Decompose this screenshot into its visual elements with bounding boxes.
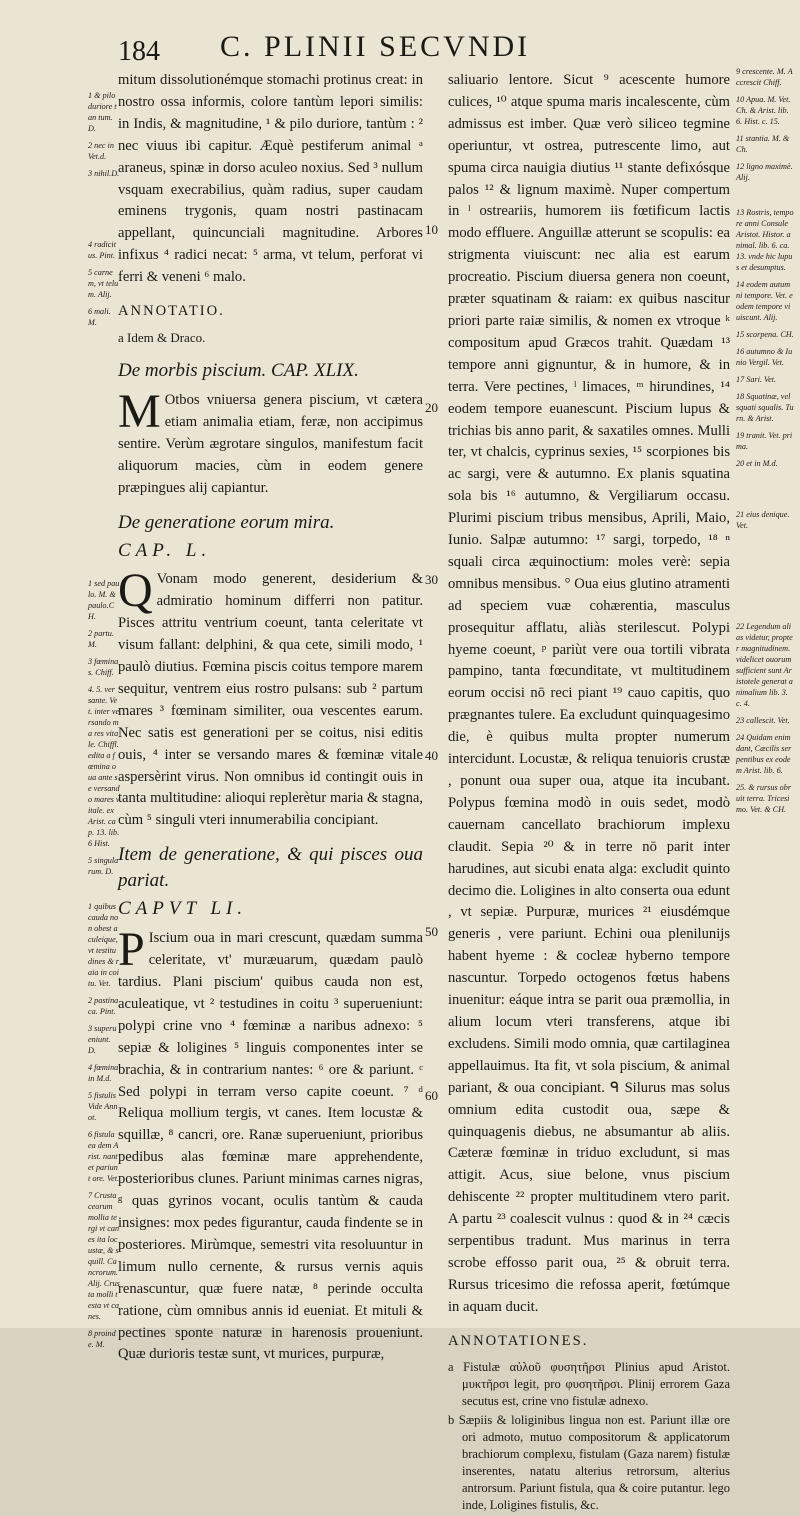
margin-note: 15 scorpena. CH. — [736, 330, 794, 339]
left-column — [118, 70, 423, 1366]
line-number: 10 — [425, 222, 438, 237]
line-number: 60 — [425, 1088, 438, 1103]
chapter-paragraph — [118, 923, 423, 1366]
margin-note: 6 mali. M. — [88, 307, 111, 327]
right-margin-notes — [736, 66, 794, 821]
margin-note: 3 fœminas. Chiff. — [88, 657, 119, 677]
annotation-entry: b Sæpiis & loliginibus lingua non est. Pariunt illæ ore ori admoto, mutuo compositorum & applicatorum brachiorum complexu, fistulam (Gaza narem) fistulæ inserentes, natatu alterius retrorsum, alterius antrorsum. Pariunt fistula, qua & coire putantur. lego inde, Loligines fistulis, &c. — [448, 1412, 730, 1512]
chapter-number: CAPVT LI. — [118, 898, 248, 920]
chapter-number: CAP. L. — [118, 539, 212, 561]
margin-note: 25. & rursus obruit terra. Tricesimo. Vet. & CH. — [736, 783, 792, 814]
annotation-entry: a Fistulæ αὐλοῦ φυσητῆρσι Plinius apud Aristot. μυκτῆρσι legit, pro φυσητῆρσι. Plinij errorem Gaza secutus est, crine vno fistulæ adnexo. — [448, 1359, 730, 1408]
margin-note: 23 callescit. Vet. — [736, 716, 790, 725]
margin-note: 2 pastinaca. Pint. — [88, 996, 119, 1016]
drop-cap: Q — [118, 564, 153, 618]
margin-note: 2 nec in Vet.d. — [88, 141, 114, 161]
margin-note: 12 ligno maximè. Alij. — [736, 162, 793, 182]
margin-note: 9 crescente. M. Accrescit Chiff. — [736, 67, 793, 87]
chapter-heading: De morbis piscium. CAP. XLIX. — [118, 359, 359, 381]
chapter-paragraph — [118, 384, 423, 500]
annotatio-entry: a Idem & Draco. — [118, 329, 206, 345]
margin-note: 16 autumno & Iunio Vergil. Vet. — [736, 347, 793, 367]
margin-note: 11 stantia. M. & Ch. — [736, 134, 790, 154]
right-column — [448, 70, 730, 1516]
drop-cap: P — [118, 923, 145, 977]
margin-note: 22 Legendum alias videtur, propter magnitudinem. videlicet ouorum sufficient sunt Aristotele generat animalium lib. 3. c. 4. — [736, 622, 793, 708]
margin-note: 18 Squatinæ, vel squati squalis. Turn. & Arist. — [736, 392, 794, 423]
line-number: 30 — [425, 572, 438, 587]
page-number: 184 — [118, 36, 160, 67]
margin-note: 7 Crustaceorum mollia tergi vt canes ita locustæ, & squill. Cancrorum. Alij. Crusta molli testa vt canes. — [88, 1191, 120, 1321]
margin-note: 3 superueniunt. D. — [88, 1024, 117, 1055]
margin-note: 13 Rostris, tempore anni Consule Aristot. Histor. animal. lib. 6. ca. 13. vnde hic lupus et desumptus. — [736, 208, 794, 272]
left-margin-notes — [88, 90, 120, 1356]
margin-note: 5 carnem, vt telum. Alij. — [88, 268, 119, 299]
margin-note: 1 & pilo duriore tan tum.D. — [88, 91, 117, 133]
chapter-text: Iscium oua in mari crescunt, quædam summa celeritate, vt' muræuarum, quædam paulò tardius. Plani piscium' quibus cauda non est, aculeatique, vt ² testudines in coitu ³ superueniunt: polypi crine vno ⁴ fœminæ a naribus adnexo: ⁵ sepiæ & loligines ⁵ linguis componentes inter se brachia, & in contrarium nantes: ⁶ ore & pariunt. ᶜ Sed polypi in terram verso capite coeunt. ⁷ ᵈ Reliqua mollium tergis, vt canes. Item locustæ & squillæ, ⁸ cancri, ore. Ranæ superueniunt, prioribus pedibus alas fœminæ mare apprehendente, posterioribus clunes. Pariunt minimas carnes nigras, ᵍ quas gyrinos vocant, oculis tantùm & cauda insignes: mox pedes figurantur, cauda findente se in posteriores. Mirùmque, semestri vita resoluuntur in limum nullo cernente, & rursus vernis aquis renascuntur, quæ fuere natæ, ⁸ perinde occulta ratione, cùm omnibus annis id eueniat. Et mituli & pectines sponte naturæ in harenosis proueniunt. Quæ durioris testæ sunt, vt murices, purpuræ, — [118, 930, 423, 1363]
margin-note: 21 eius denique. Vet. — [736, 510, 790, 530]
margin-note: 10 Apua. M. Vet. Ch. & Arist. lib. 6. Hist. c. 15. — [736, 95, 791, 126]
margin-note: 24 Quidam enim dant, Cæcilis serpentibus ex eodem Arist. lib. 6. — [736, 733, 792, 775]
running-head: C. PLINII SECVNDI — [220, 30, 531, 63]
margin-note: 14 eodem autumni tempore. Vet. eodem tempore viuiscunt. Alij. — [736, 280, 793, 322]
margin-note: 2 partu. M. — [88, 629, 114, 649]
chapter-text: Otbos vniuersa genera piscium, vt cætera etiam animalia etiam, feræ, non accipimus sentire. Verùm ægrotare singulos, manifestum facit aliquorum macies, cùm in eodem genere præpingues alij capiantur. — [118, 391, 423, 496]
annotations — [448, 1359, 730, 1514]
margin-note: 19 tranit. Vet. prima. — [736, 431, 793, 451]
margin-note: 4. 5. ver sante. Vet. inter versando ma res vitale. Chiffl. edita a fœmina oua ante se versando mares vitale. ex Arist. cap. 13. lib. 6 Hist. — [88, 685, 120, 848]
margin-note: 4 fœmina in M.d. — [88, 1063, 119, 1083]
margin-note: 20 et in M.d. — [736, 459, 778, 468]
margin-note: 1 sed paulo. M. & paulo.CH. — [88, 579, 120, 621]
paragraph: saliuario lentore. Sicut ⁹ acescente humore culices, ¹⁰ atque spuma maris incalescente, cùm admissus est imber. Quæ verò siliceo tegmine operiuntur, vt ostrea, putrescente limo, aut spuma circa nauigia diutius ¹¹ stante defixósque palos ¹² & lignum maximè. Nuper compertum in ˡ ostreariis, humorem iis fœtificum lactis modo effluere. Anguillæ atterunt se scopulis: ea strigmenta viuiscunt: nec alia est earum procreatio. Piscium diuersa genera non coeunt, præter squatinam & raiam: ex quibus nascitur priori parte raiæ similis, & nomen ex vtroque ᵏ compositum apud Græcos trahit. Quædam ¹³ tempore anni gignuntur, & in humore, & in terra. Vere pectines, ˡ limaces, ᵐ hirundines, ¹⁴ eodem tempore euanescunt. Piscium lupus & trichias bis anno parit, & saxatiles omnes. Mulli ter, vt chalcis, cyprinus sexies, ¹⁵ scorpiones bis ac sargi, vere & autumno. Ex planis squatina sola bis ¹⁶ autumno, & Vergiliarum occasu. Plurimi piscium tribus mensibus, Aprili, Maio, Iunio. Salpæ autumno: ¹⁷ sargi, torpedo, ¹⁸ ⁿ squali circa æquinoctium: moles verè: sepia omnibus mensibus. ° Oua eius glutino atramenti ad speciem vuæ cohærentia, masculus prosequitur afflatu, aliàs sterilescut. Polypi hyeme coeunt, ᵖ pariùt vere oua tortili vibrata pampino, tanta fœcunditate, vt multitudinem eorum occisi nō reci piant ¹⁹ cauo capitis, quo prægnantes tulere. Ea excludunt quinquagesimo die, è quibus multa propter numerum intercidunt. Locustæ, & reliqua tenuioris crustæ , ponunt oua super oua, atque ita incubant. Polypus fœmina modò in ouis sedet, modò cauernam cancellato brachiorum implexu claudit. Sepia ²⁰ & in terre nō parit inter harudines, aut sicubi enata alga: excludit quinto decimo die. Loligines in alto conserta oua edunt , vt sepiæ. Purpuræ, murices ²¹ eiusdémque generis , vere pariunt. Echini oua plenilunijs habent hyeme : & cocleæ hyberno tempore nascuntur. Torpedo octogenos fœtus habens inuenitur: eáque intra se parit oua præmollia, in alium locum vteri transferens, atque ibi excludens. Simili modo omnia, quæ cartilaginea appellauimus. Ita fit, vt sola piscium, & animal pariant, & oua concipiant. ᑫ Silurus mas solus omnium edita custodit oua, sæpe & quinquagenis diebus, ne absumantur ab aliis. Cæteræ fœminæ in triduo excludunt, si mas attigit. Acus, siue belone, vnus piscium dehiscente ²² propter multitudinem vtero parit. A partu ²³ coalescit vulnus : quod & in ²⁴ cæcis serpentibus tradunt. Mus marinus in terra scrobe effosso parit oua, ²⁵ & obruit terra. Rursus tricesimo die refossa aperit, fœtúmque in aquam ducit. — [448, 72, 730, 1315]
line-number: 20 — [425, 400, 438, 415]
drop-cap: M — [118, 384, 161, 438]
margin-note: 5 fistulis Vide Annot. — [88, 1091, 118, 1122]
annotatio-title: ANNOTATIO. — [118, 303, 225, 320]
margin-note: 3 nihil.D. — [88, 169, 120, 178]
line-number: 50 — [425, 924, 438, 939]
chapter-heading: De generatione eorum mira. — [118, 511, 335, 533]
margin-note: 5 singularum. D. — [88, 856, 119, 876]
chapter-text: Vonam modo generent, desiderium & admiratio hominum differri non patitur. Pisces attritu ventrium coeunt, tanta celeritate vt visum fallant: delphini, & qua cete, simili modo, ¹ paulò diutius. Fœmina piscis coitus tempore marem sequitur, ventrem eius rostro pulsans: sub ² partum mares ³ fœminam similiter, oua vescentes earum. Nec satis est generationi per se coitus, nisi editis ouis, ⁴ inter se versando mares & fœminæ vitale aspersèrint virus. Non omnibus id contingit ouis in tanta multitudine: alioqui replerètur maria & stagna, cùm ⁵ singuli vteri innumerabilia concipiant. — [118, 571, 423, 829]
margin-note: 1 quibus cauda non obest aculeique, vt testitudines & raia in coitu. Vet. — [88, 902, 119, 988]
chapter-heading: Item de generatione, & qui pisces oua pariat. — [118, 844, 423, 892]
margin-note: 17 Sari. Vet. — [736, 375, 777, 384]
line-number: 40 — [425, 748, 438, 763]
annotationes-title: ANNOTATIONES. — [448, 1332, 589, 1349]
margin-note: 4 radicitus. Pint. — [88, 240, 116, 260]
margin-note: 6 fistula ea dem Arist. nant et pariunt ore. Vet. — [88, 1130, 120, 1183]
margin-note: 8 proinde. M. — [88, 1329, 116, 1349]
chapter-paragraph — [118, 564, 423, 832]
paragraph: mitum dissolutionémque stomachi protinus creat: in nostro ossa informis, colore tantùm lepori similis: in Indis, & magnitudine, ¹ & pilo duriore, tantùm : ² nec viuus ibi capitur. Æquè pestiferum animal ᵃ araneus, spinæ in dorso aculeo noxius. Sed ³ nullum vsquam execrabilius, quàm radius, super caudam eminens trygonis, quam nostri pastinacam appellant, quincunciali magnitudine. Arbores infixus ⁴ radici necat: ⁵ arma, vt telum, perforat vi ferri & veneni ⁶ malo. — [118, 72, 423, 286]
